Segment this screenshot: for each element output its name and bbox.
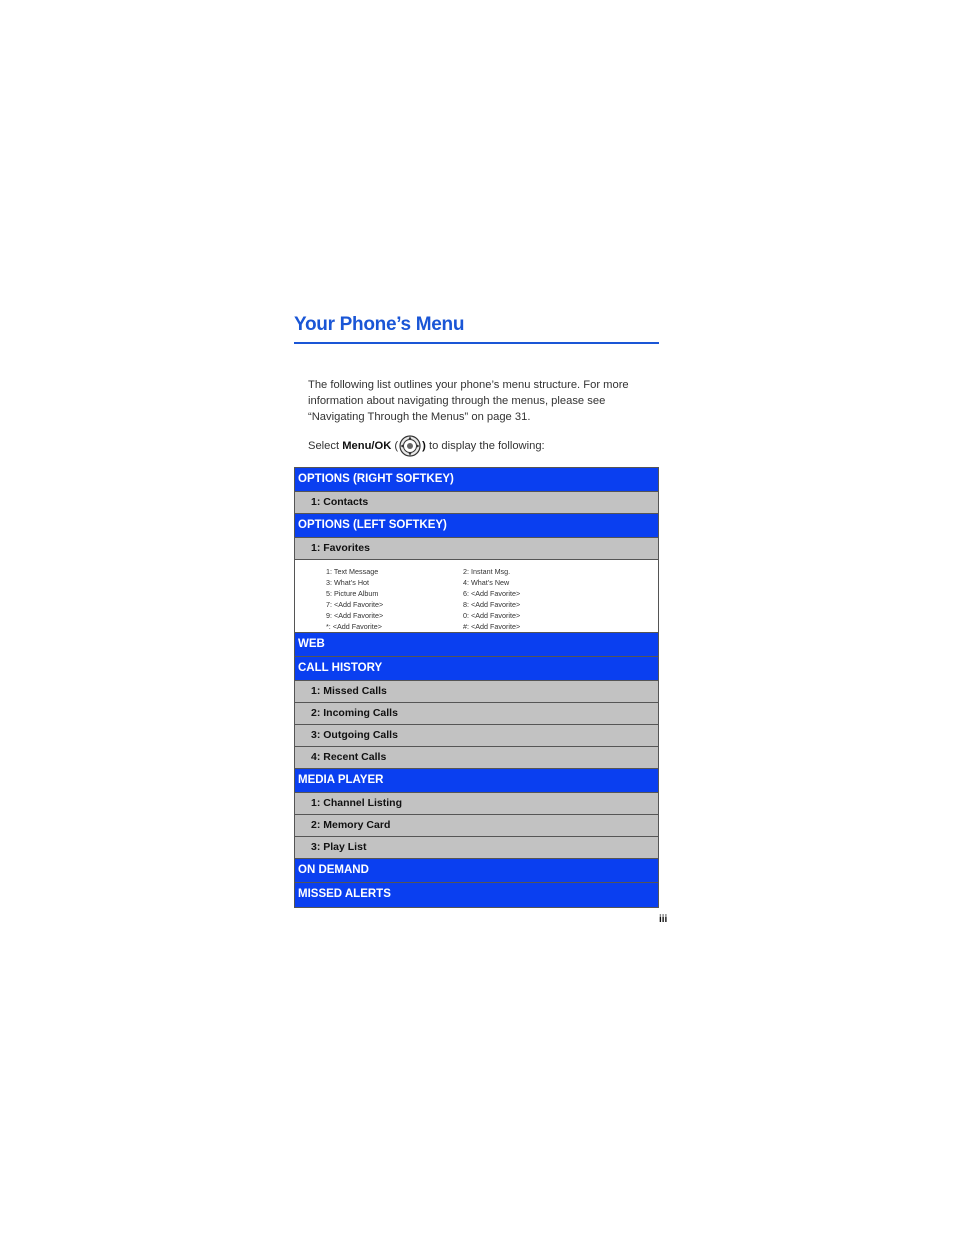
favorites-item: 8: <Add Favorite> bbox=[463, 600, 521, 609]
page-number: iii bbox=[659, 914, 668, 925]
favorites-list bbox=[295, 560, 658, 633]
favorites-item: #: <Add Favorite> bbox=[463, 622, 521, 631]
page-title: Your Phone’s Menu bbox=[294, 314, 659, 344]
submenu-recent-calls: 4: Recent Calls bbox=[295, 747, 658, 769]
select-instruction bbox=[308, 434, 658, 458]
submenu-channel-listing: 1: Channel Listing bbox=[295, 793, 658, 815]
menu-header-missed-alerts: MISSED ALERTS bbox=[295, 883, 658, 907]
close-paren: ) bbox=[422, 440, 426, 452]
select-suffix: to display the following: bbox=[425, 440, 545, 452]
menu-ok-key-icon bbox=[399, 435, 421, 457]
favorites-item: *: <Add Favorite> bbox=[326, 622, 382, 631]
submenu-incoming-calls: 2: Incoming Calls bbox=[295, 703, 658, 725]
open-paren: ( bbox=[391, 440, 399, 452]
favorites-item: 3: What’s Hot bbox=[326, 578, 370, 587]
submenu-outgoing-calls: 3: Outgoing Calls bbox=[295, 725, 658, 747]
favorites-item: 1: Text Message bbox=[326, 567, 379, 576]
favorites-item: 2: Instant Msg. bbox=[463, 567, 511, 576]
submenu-contacts: 1: Contacts bbox=[295, 492, 658, 514]
favorites-grid bbox=[326, 566, 658, 632]
intro-paragraph: The following list outlines your phone’s menu structure. For more information about navigating through the menus, please see “Navigating Through the Menus” on page 31. bbox=[308, 379, 629, 423]
favorites-item: 4: What’s New bbox=[463, 578, 510, 587]
menu-header-options-left: OPTIONS (LEFT SOFTKEY) bbox=[295, 514, 658, 538]
menu-header-on-demand: ON DEMAND bbox=[295, 859, 658, 883]
select-prefix: Select bbox=[308, 440, 343, 452]
favorites-item: 9: <Add Favorite> bbox=[326, 611, 384, 620]
menu-ok-label: Menu/OK bbox=[342, 440, 392, 452]
menu-header-call-history: CALL HISTORY bbox=[295, 657, 658, 681]
menu-header-media-player: MEDIA PLAYER bbox=[295, 769, 658, 793]
favorites-item: 5: Picture Album bbox=[326, 589, 379, 598]
menu-header-web: WEB bbox=[295, 633, 658, 657]
favorites-item: 0: <Add Favorite> bbox=[463, 611, 521, 620]
submenu-play-list: 3: Play List bbox=[295, 837, 658, 859]
favorites-item: 6: <Add Favorite> bbox=[463, 589, 521, 598]
submenu-missed-calls: 1: Missed Calls bbox=[295, 681, 658, 703]
submenu-favorites: 1: Favorites bbox=[295, 538, 658, 560]
favorites-item: 7: <Add Favorite> bbox=[326, 600, 384, 609]
submenu-memory-card: 2: Memory Card bbox=[295, 815, 658, 837]
menu-structure-table bbox=[294, 467, 659, 908]
menu-header-options-right: OPTIONS (RIGHT SOFTKEY) bbox=[295, 468, 658, 492]
